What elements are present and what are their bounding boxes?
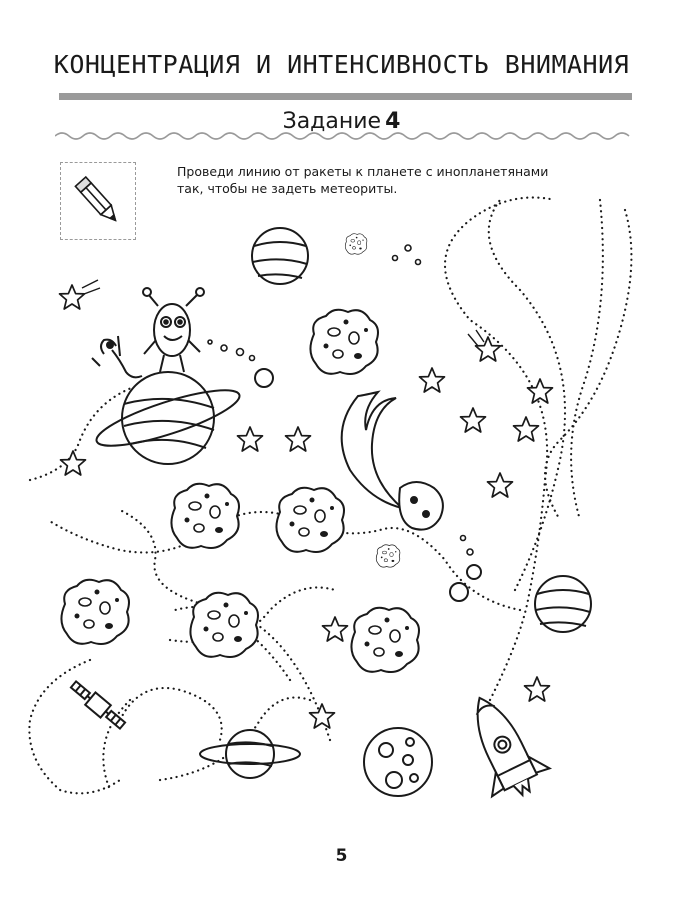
- planet-icon: [92, 372, 245, 464]
- page-number: 5: [335, 846, 348, 866]
- page-title: КОНЦЕНТРАЦИЯ И ИНТЕНСИВНОСТЬ ВНИМАНИЯ: [53, 50, 630, 79]
- alien-icon: [92, 288, 204, 377]
- task-label: Задание: [282, 109, 382, 134]
- task-number: 4: [385, 109, 401, 134]
- instruction-text: Проведи линию от ракеты к планете с инопланетянами так, чтобы не задеть метеориты.: [177, 164, 549, 196]
- rocket-icon: [451, 684, 555, 807]
- comet-icon: [342, 392, 443, 530]
- satellite-icon: [68, 678, 127, 731]
